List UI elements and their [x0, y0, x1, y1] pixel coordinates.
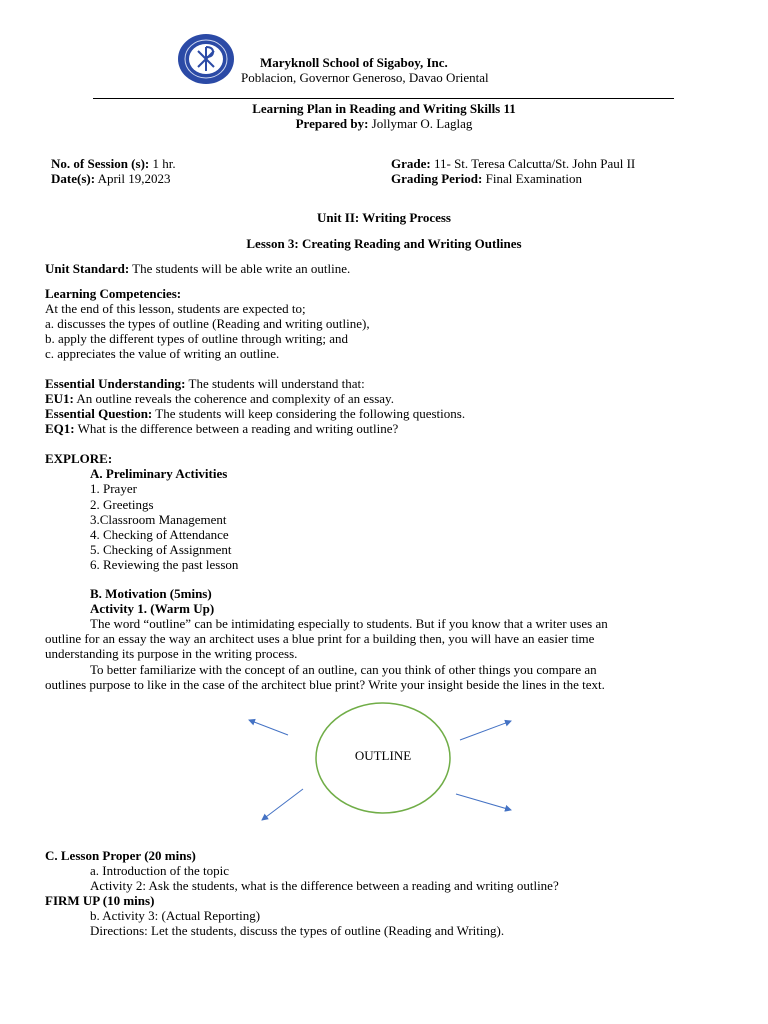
- competencies-line: At the end of this lesson, students are expected to;: [45, 301, 306, 316]
- eu1-label: EU1:: [45, 391, 74, 406]
- session-label: No. of Session (s):: [51, 156, 150, 171]
- eq1-text: What is the difference between a reading and writing outline?: [74, 421, 399, 436]
- activity2-text: Activity 2: Ask the students, what is the difference between a reading and writing outline?: [90, 878, 559, 893]
- preliminary-item: 1. Prayer: [90, 481, 137, 496]
- school-address: Poblacion, Governor Generoso, Davao Oriental: [241, 70, 489, 85]
- motivation-label: B. Motivation (5mins): [90, 586, 212, 601]
- date-label: Date(s):: [51, 171, 96, 186]
- competencies-line: a. discusses the types of outline (Reading and writing outline),: [45, 316, 370, 331]
- arrow-bottom-right: [456, 794, 511, 810]
- unit-standard: [45, 261, 350, 276]
- grading-period-value: Final Examination: [482, 171, 583, 186]
- lesson-title: Lesson 3: Creating Reading and Writing Outlines: [246, 236, 522, 251]
- grade-info: [391, 156, 635, 171]
- explore-label: EXPLORE:: [45, 451, 113, 466]
- plan-title: Learning Plan in Reading and Writing Skills 11: [252, 101, 516, 116]
- session-info: [51, 156, 176, 171]
- grade-value: 11- St. Teresa Calcutta/St. John Paul II: [430, 156, 636, 171]
- competencies-label: Learning Competencies:: [45, 286, 182, 301]
- activity3-text: b. Activity 3: (Actual Reporting): [90, 908, 261, 923]
- date-value: April 19,2023: [95, 171, 171, 186]
- header-divider: [93, 98, 674, 99]
- grade-label: Grade:: [391, 156, 431, 171]
- preliminary-item: 3.Classroom Management: [90, 512, 227, 527]
- grading-period-info: [391, 171, 582, 186]
- competencies-line: c. appreciates the value of writing an outline.: [45, 346, 280, 361]
- eu1: [45, 391, 394, 406]
- school-seal-logo: [177, 33, 235, 85]
- competencies-line: b. apply the different types of outline through writing; and: [45, 331, 349, 346]
- eu-label: Essential Understanding:: [45, 376, 186, 391]
- paragraph-line: To better familiarize with the concept of an outline, can you think of other things you compare an: [90, 662, 597, 677]
- paragraph-line: understanding its purpose in the writing process.: [45, 646, 298, 661]
- preliminary-item: 2. Greetings: [90, 497, 154, 512]
- essential-question: [45, 406, 465, 421]
- activity1-label: Activity 1. (Warm Up): [90, 601, 215, 616]
- paragraph-line: outline for an essay the way an architect uses a blue print for a building then, you will have an easier time: [45, 631, 595, 646]
- paragraph-line: The word “outline” can be intimidating especially to students. But if you know that a writer uses an: [90, 616, 608, 631]
- eu1-text: An outline reveals the coherence and complexity of an essay.: [73, 391, 394, 406]
- preliminary-activities-label: A. Preliminary Activities: [90, 466, 228, 481]
- preliminary-item: 4. Checking of Attendance: [90, 527, 229, 542]
- eq1-label: EQ1:: [45, 421, 75, 436]
- lesson-proper-label: C. Lesson Proper (20 mins): [45, 848, 196, 863]
- eq-label: Essential Question:: [45, 406, 153, 421]
- arrow-bottom-left: [262, 789, 303, 820]
- date-info: [51, 171, 171, 186]
- eq1: [45, 421, 398, 436]
- unit-standard-text: The students will be able write an outline.: [129, 261, 351, 276]
- essential-understanding: [45, 376, 365, 391]
- eu-text: The students will understand that:: [185, 376, 365, 391]
- lesson-intro: a. Introduction of the topic: [90, 863, 229, 878]
- grading-period-label: Grading Period:: [391, 171, 483, 186]
- paragraph-line: outlines purpose to like in the case of the architect blue print? Write your insight beside the lines in the text.: [45, 677, 605, 692]
- unit-title: Unit II: Writing Process: [317, 210, 451, 225]
- prepared-by-value: Jollymar O. Laglag: [368, 116, 473, 131]
- arrow-top-left: [249, 720, 288, 735]
- school-name: Maryknoll School of Sigaboy, Inc.: [260, 55, 448, 70]
- arrow-top-right: [460, 721, 511, 740]
- firm-up-label: FIRM UP (10 mins): [45, 893, 155, 908]
- prepared-by: [0, 116, 768, 131]
- session-value: 1 hr.: [149, 156, 176, 171]
- eq-text: The students will keep considering the following questions.: [152, 406, 466, 421]
- unit-standard-label: Unit Standard:: [45, 261, 130, 276]
- prepared-by-label: Prepared by:: [295, 116, 369, 131]
- preliminary-item: 5. Checking of Assignment: [90, 542, 232, 557]
- directions-text: Directions: Let the students, discuss the types of outline (Reading and Writing).: [90, 923, 505, 938]
- outline-label: OUTLINE: [354, 748, 412, 763]
- preliminary-item: 6. Reviewing the past lesson: [90, 557, 239, 572]
